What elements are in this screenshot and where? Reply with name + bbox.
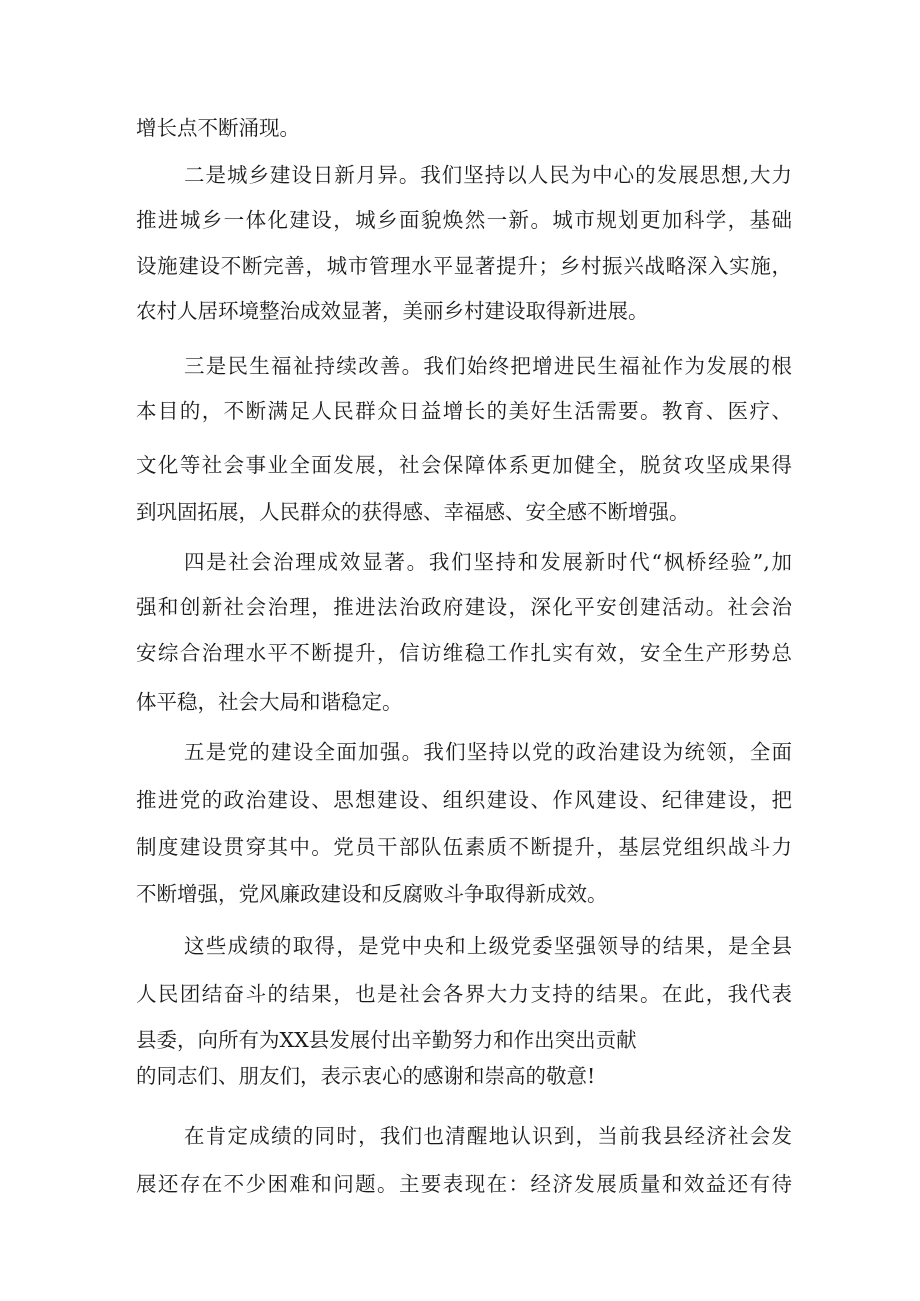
text-line: 本目的，不断满足人民群众日益增长的美好生活需要。教育、医疗、 (136, 399, 792, 423)
paragraph-first-line: 三是民生福祉持续改善。我们始终把增进民生福祉作为发展的根 (184, 354, 792, 378)
text-line: 县委，向所有为XX县发展付出辛勤努力和作出突出贡献 (136, 1028, 637, 1052)
paragraph-first-line: 四是社会治理成效显著。我们坚持和发展新时代“枫桥经验”,加 (184, 550, 792, 574)
text-line: 安综合治理水平不断提升，信访维稳工作扎实有效，安全生产形势总 (136, 641, 792, 665)
text-line: 展还存在不少困难和问题。主要表现在：经济发展质量和效益还有待 (136, 1172, 792, 1196)
paragraph-first-line: 五是党的建设全面加强。我们坚持以党的政治建设为统领，全面 (184, 740, 792, 764)
text-line: 增长点不断涌现。 (136, 116, 300, 140)
text-line: 推进党的政治建设、思想建设、组织建设、作风建设、纪律建设，把 (136, 788, 792, 812)
text-line: 体平稳，社会大局和谐稳定。 (136, 690, 403, 714)
paragraph-first-line: 这些成绩的取得，是党中央和上级党委坚强领导的结果，是全县 (184, 934, 792, 958)
text-line: 不断增强，党风廉政建设和反腐败斗争取得新成效。 (136, 882, 608, 906)
paragraph-first-line: 二是城乡建设日新月异。我们坚持以人民为中心的发展思想,大力 (184, 163, 792, 187)
text-line: 文化等社会事业全面发展，社会保障体系更加健全，脱贫攻坚成果得 (136, 453, 792, 477)
text-line: 到巩固拓展，人民群众的获得感、幸福感、安全感不断增强。 (136, 500, 690, 524)
text-line: 的同志们、朋友们，表示衷心的感谢和崇高的敬意! (136, 1064, 596, 1088)
text-line: 人民团结奋斗的结果，也是社会各界大力支持的结果。在此，我代表 (136, 982, 792, 1006)
text-line: 农村人居环境整治成效显著，美丽乡村建设取得新进展。 (136, 299, 649, 323)
text-line: 制度建设贯穿其中。党员干部队伍素质不断提升，基层党组织战斗力 (136, 835, 792, 859)
paragraph-first-line: 在肯定成绩的同时，我们也清醒地认识到，当前我县经济社会发 (184, 1124, 792, 1148)
text-line: 强和创新社会治理，推进法治政府建设，深化平安创建活动。社会治 (136, 595, 792, 619)
text-line: 推进城乡一体化建设，城乡面貌焕然一新。城市规划更加科学，基础 (136, 208, 792, 232)
text-line: 设施建设不断完善，城市管理水平显著提升；乡村振兴战略深入实施， (136, 254, 792, 278)
